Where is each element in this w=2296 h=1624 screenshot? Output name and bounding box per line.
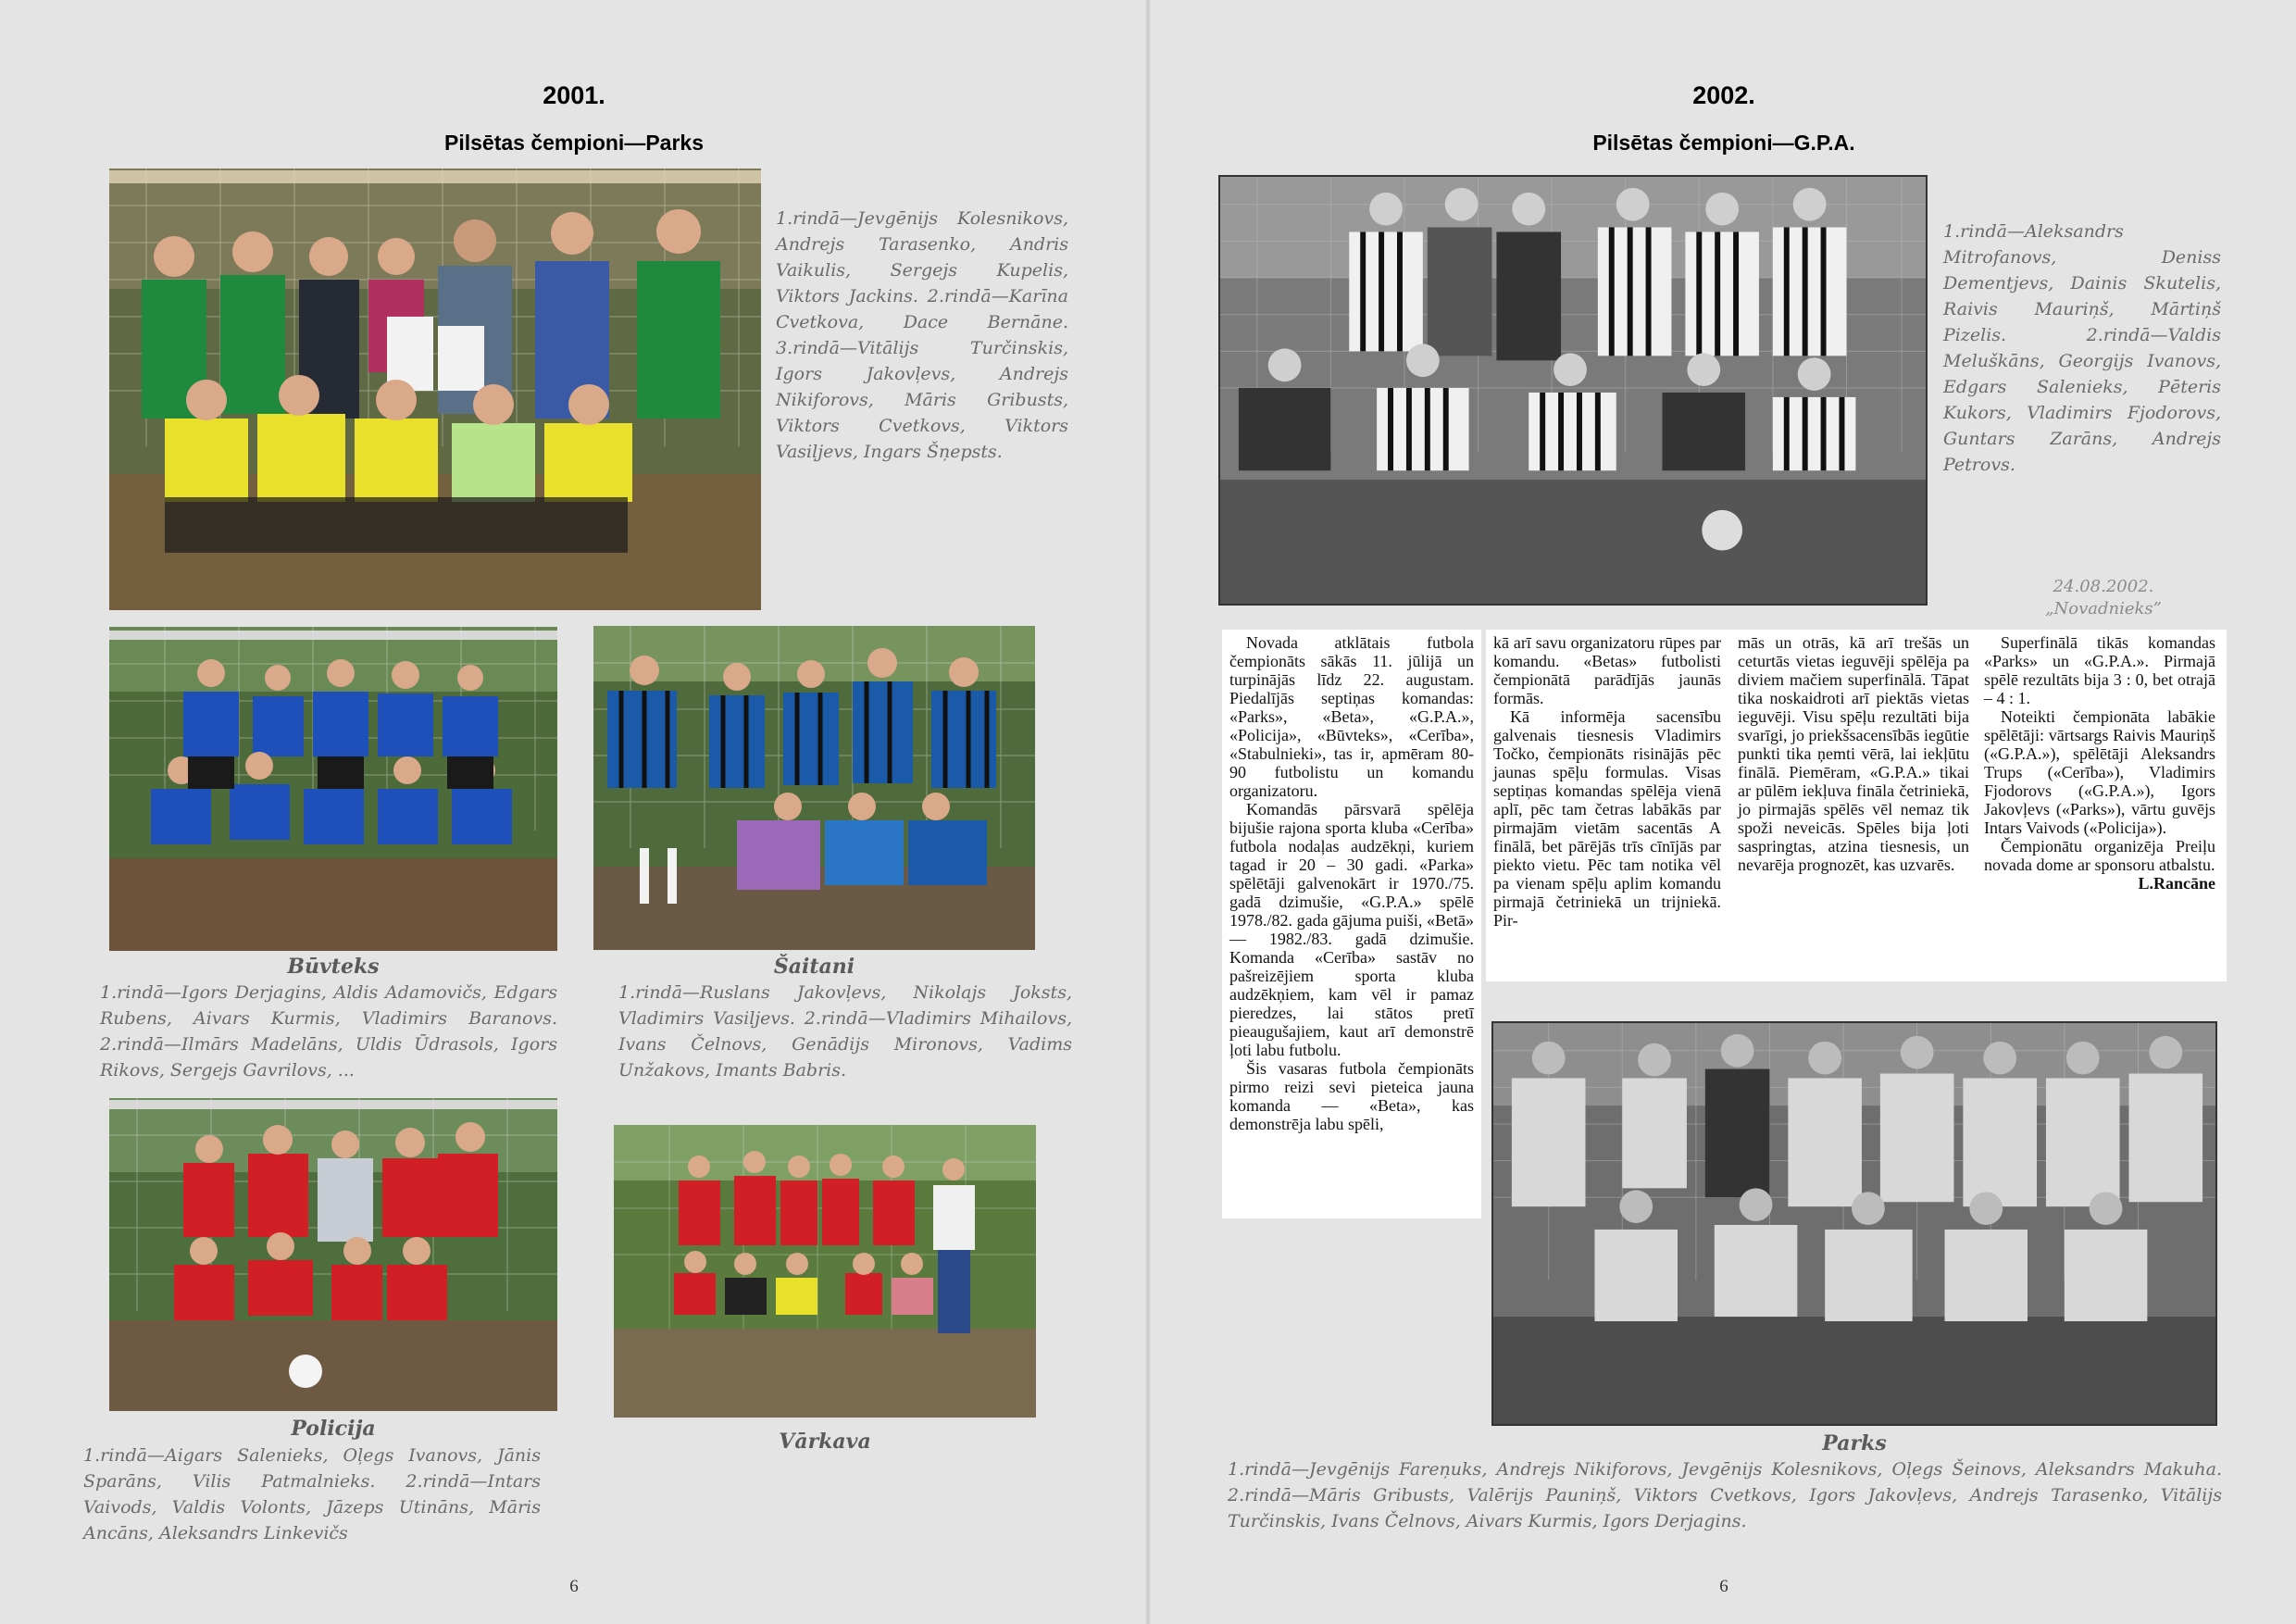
article-author: L.Rancāne [2138, 874, 2215, 893]
article-column-1 [1222, 630, 1481, 1218]
main-photo-caption: 1.rindā—Aleksandrs Mitrofanovs, Deniss Dementjevs, Dainis Skutelis, Raivis Mauriņš, Mārtiņš Pizelis. 2.rindā—Valdis Meluškāns, Georgijs Ivanovs, Edgars Salenieks, Pēteris Kukors, Vladimirs Fjodorovs, Guntars Zarāns, Andrejs Petrovs. [1943, 221, 2221, 475]
team-photo-gpa-2002 [1218, 175, 1928, 606]
article-column-2 [1493, 633, 1721, 930]
article-paragraph: Čempionātu organizēja Preiļu novada dome ar sponsoru atbalstu. [1984, 837, 2215, 874]
article-paragraph: Noteikti čempionāta labākie spēlētāji: vārtsargs Raivis Mauriņš («G.P.A.»), spēlētāji Aleksandrs Trups («Cerība»), Vladimirs Fjodorovs («G.P.A.»), Igors Jakovļevs («Parks»), vārtu guvējs Intars Vaivods («Policija»). [1984, 707, 2215, 837]
source-name: „Novadnieks” [2045, 599, 2162, 618]
team-photo-varkava [614, 1125, 1036, 1418]
team-name-policija: Policija [291, 1417, 376, 1441]
champions-heading: Pilsētas čempioni—G.P.A. [1592, 131, 1855, 155]
page-number-right: 6 [1719, 1577, 1728, 1596]
team-photo-buvteks [109, 627, 557, 951]
article-paragraph: Komandās pārsvarā spēlēja bijušie rajona sporta kluba «Cerība» futbola nodaļas audzēkņi, kuriem tagad ir 20 – 30 gadi. «Parka» spēlētāji galvenokārt ir 1970./75. gadā dzimušie, «G.P.A.» spēlē 1978./82. gada gājuma puiši, «Betā» — 1982./83. gadā dzimušie. Komanda «Cerība» sastāv no pašreizējiem sporta kluba audzēkņiem, kam vēl ir pamaz pieredzes, lai stātos pretī pieaugušajiem, kaut arī demonstrē ļoti labu futbolu. [1229, 800, 1474, 1059]
team-name-buvteks: Būvteks [287, 955, 380, 979]
article-paragraph: kā arī savu organizatoru rūpes par komandu. «Betas» futbolisti čempionātā parādījās jaunās formās. [1493, 633, 1721, 707]
team-caption-policija: 1.rindā—Aigars Salenieks, Oļegs Ivanovs, Jānis Sparāns, Vilis Patmalnieks. 2.rindā—Intars Vaivods, Valdis Volonts, Jāzeps Utināns, Māris Ancāns, Aleksandrs Linkevičs [83, 1445, 541, 1543]
left-page [0, 0, 1146, 1624]
team-caption-saitani: 1.rindā—Ruslans Jakovļevs, Nikolajs Joksts, Vladimirs Vasiļjevs. 2.rindā—Vladimirs Mihailovs, Ivans Čelnovs, Genādijs Mironovs, Vadims Unžakovs, Imants Babris. [618, 982, 1072, 1081]
right-page [1150, 0, 2296, 1624]
team-photo-parks-2002 [1491, 1021, 2217, 1426]
source-date: 24.08.2002. [2053, 577, 2154, 596]
page-number-left: 6 [569, 1577, 579, 1596]
main-photo-caption: 1.rindā—Jevgēnijs Kolesnikovs, Andrejs Tarasenko, Andris Vaikulis, Sergejs Kupelis, Viktors Jackins. 2.rindā—Karīna Cvetkova, Dace Bernāne. 3.rindā—Vitālijs Turčinskis, Igors Jakovļevs, Andrejs Nikiforovs, Māris Gribusts, Viktors Cvetkovs, Viktors Vasiļjevs, Ingars Šņepsts. [776, 208, 1068, 462]
team-photo-parks-2001 [109, 169, 761, 610]
article-paragraph: Superfinālā tikās komandas «Parks» un «G.P.A.». Pirmajā spēlē rezultāts bija 3 : 0, bet otrajā – 4 : 1. [1984, 633, 2215, 707]
team-name-varkava: Vārkava [779, 1430, 871, 1454]
article-paragraph: mās un otrās, kā arī trešās un ceturtās vietas ieguvēji spēlēja pa diviem mačiem superfinālā. Tāpat tika noskaidroti arī piektās vietas ieguvēji. Visu spēļu rezultāti bija svarīgi, jo priekšsacensībās iegūtie punkti tika ņemti vērā, lai iekļūtu finālā. Piemēram, «G.P.A.» tikai ar pūlēm iekļuva fināla četriniekā, jo pirmajās spēlēs vēl nemaz tik spoži neveicās. Spēles bija ļoti saspringtas, atzina tiesnesis, un nevarēja prognozēt, kas uzvarēs. [1738, 633, 1969, 874]
team-caption-buvteks: 1.rindā—Igors Derjagins, Aldis Adamovičs, Edgars Rubens, Aivars Kurmis, Vladimirs Baranovs. 2.rindā—Ilmārs Madelāns, Uldis Ūdrasols, Igors Rikovs, Sergejs Gavrilovs, ... [100, 982, 557, 1081]
champions-heading: Pilsētas čempioni—Parks [444, 131, 704, 155]
team-photo-policija [109, 1098, 557, 1411]
article-paragraph: Kā informēja sacensību galvenais tiesnesis Vladimirs Točko, čempionāts risinājās pēc jaunas spēļu formulas. Visas septiņas komandas spēlēja vienā aplī, pēc tam četras labākās par pirmajām vietām sacentās A finālā, bet pārējās trīs cīnījās par piekto vietu. Pēc tam notika vēl pa vienam spēļu aplim komandu pirmajā četriniekā un trijniekā. Pir- [1493, 707, 1721, 930]
article-column-4 [1984, 633, 2215, 893]
team-name-parks: Parks [1822, 1431, 1887, 1455]
team-caption-parks: 1.rindā—Jevgēnijs Fareņuks, Andrejs Nikiforovs, Jevgēnijs Kolesnikovs, Oļegs Šeinovs, Aleksandrs Makuha. 2.rindā—Māris Gribusts, Valērijs Pauniņš, Viktors Cvetkovs, Igors Jakovļevs, Andrejs Tarasenko, Vitālijs Turčinskis, Ivans Čelnovs, Aivars Kurmis, Igors Derjagins. [1228, 1459, 2222, 1531]
article-columns-2-4 [1486, 630, 2227, 981]
article-column-3 [1738, 633, 1969, 874]
year-title: 2002. [1692, 81, 1755, 109]
year-title: 2001. [543, 81, 605, 109]
team-photo-saitani [593, 626, 1035, 950]
article-paragraph: Novada atklātais futbola čempionāts sākās 11. jūlijā un turpinājās līdz 22. augustam. Piedalījās septiņas komandas: «Parks», «Beta», «G.P.A.», «Policija», «Būvteks», «Cerība», «Stabulnieki», tas ir, apmēram 80-90 futbolistu un komandu organizatoru. [1229, 633, 1474, 800]
article-paragraph: Šis vasaras futbola čempionāts pirmo reizi sevi pieteica jauna komanda — «Beta», kas demonstrēja labu spēli, [1229, 1059, 1474, 1133]
team-name-saitani: Šaitani [773, 955, 855, 979]
